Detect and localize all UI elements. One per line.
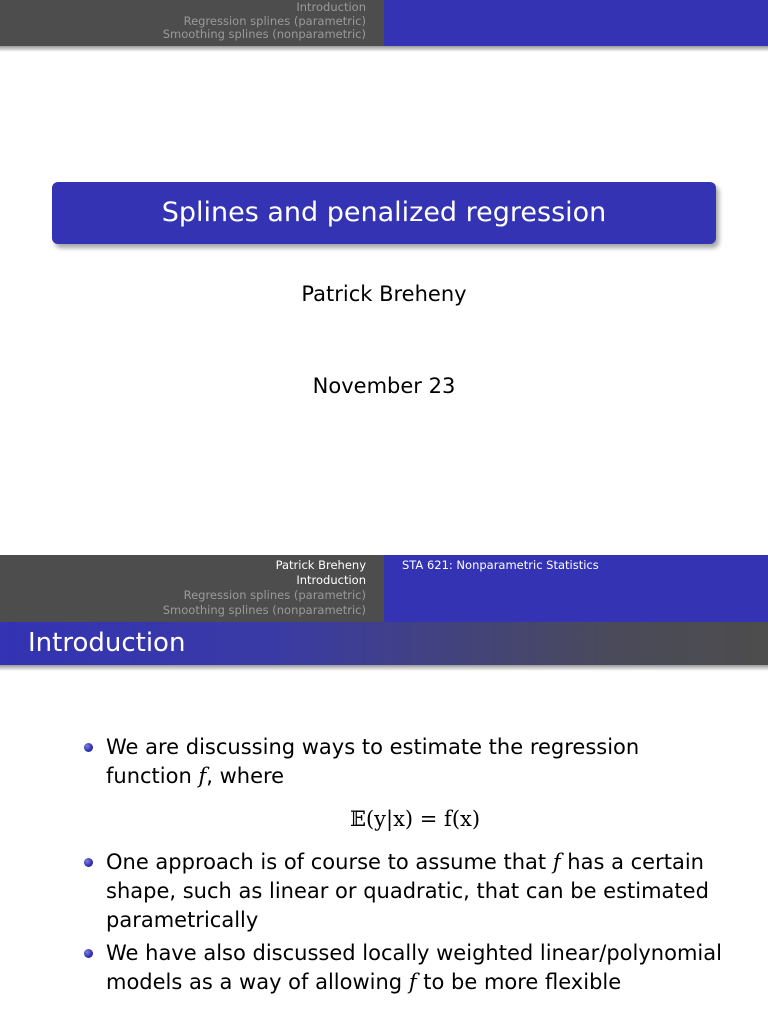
headline-shadow <box>0 46 768 52</box>
bullet-text: We are discussing ways to estimate the regression function <box>106 735 640 788</box>
bullet-item <box>84 848 724 935</box>
slide-title-box <box>52 182 716 244</box>
nav-section-introduction[interactable]: Introduction <box>296 0 366 14</box>
bullet-item <box>84 939 724 997</box>
bullet-icon <box>84 858 93 867</box>
slide2-headline <box>0 555 768 622</box>
nav-section-introduction[interactable]: Introduction <box>296 573 366 587</box>
bullet-text: to be more flexible <box>416 970 622 994</box>
bullet-text: has a certain shape, such as linear or quadratic, that can be estimated parametrically <box>106 850 709 932</box>
math-f: f <box>552 850 561 874</box>
math-f: f <box>198 764 207 788</box>
bullet-item <box>84 733 724 791</box>
nav-section-regression-splines[interactable]: Regression splines (parametric) <box>183 588 366 602</box>
bullet-text: We have also discussed locally weighted linear/polynomial models as a way of allowing <box>106 941 722 994</box>
frame-title-shadow <box>0 665 768 671</box>
bullet-text: , where <box>206 764 285 788</box>
slide1-section-nav <box>0 0 384 46</box>
bullet-icon <box>84 949 93 958</box>
slide2-section-nav <box>0 555 384 622</box>
slide1-headline <box>0 0 768 46</box>
nav-course-title: STA 621: Nonparametric Statistics <box>384 555 768 622</box>
author-name: Patrick Breheny <box>301 282 467 306</box>
regression-equation: 𝔼(y|x) = f(x) <box>349 807 481 831</box>
frame-title: Introduction <box>0 622 768 665</box>
math-f: f <box>408 970 417 994</box>
slide-content <box>84 733 724 997</box>
nav-section-smoothing-splines[interactable]: Smoothing splines (nonparametric) <box>162 27 366 41</box>
nav-author: Patrick Breheny <box>275 558 366 572</box>
presentation-date: November 23 <box>312 374 456 398</box>
nav-section-smoothing-splines[interactable]: Smoothing splines (nonparametric) <box>162 603 366 617</box>
nav-section-regression-splines[interactable]: Regression splines (parametric) <box>183 13 366 28</box>
bullet-text: One approach is of course to assume that <box>106 850 553 874</box>
slide1-headline-right <box>384 0 768 46</box>
slide-title: Splines and penalized regression <box>161 197 607 228</box>
bullet-icon <box>84 743 93 752</box>
